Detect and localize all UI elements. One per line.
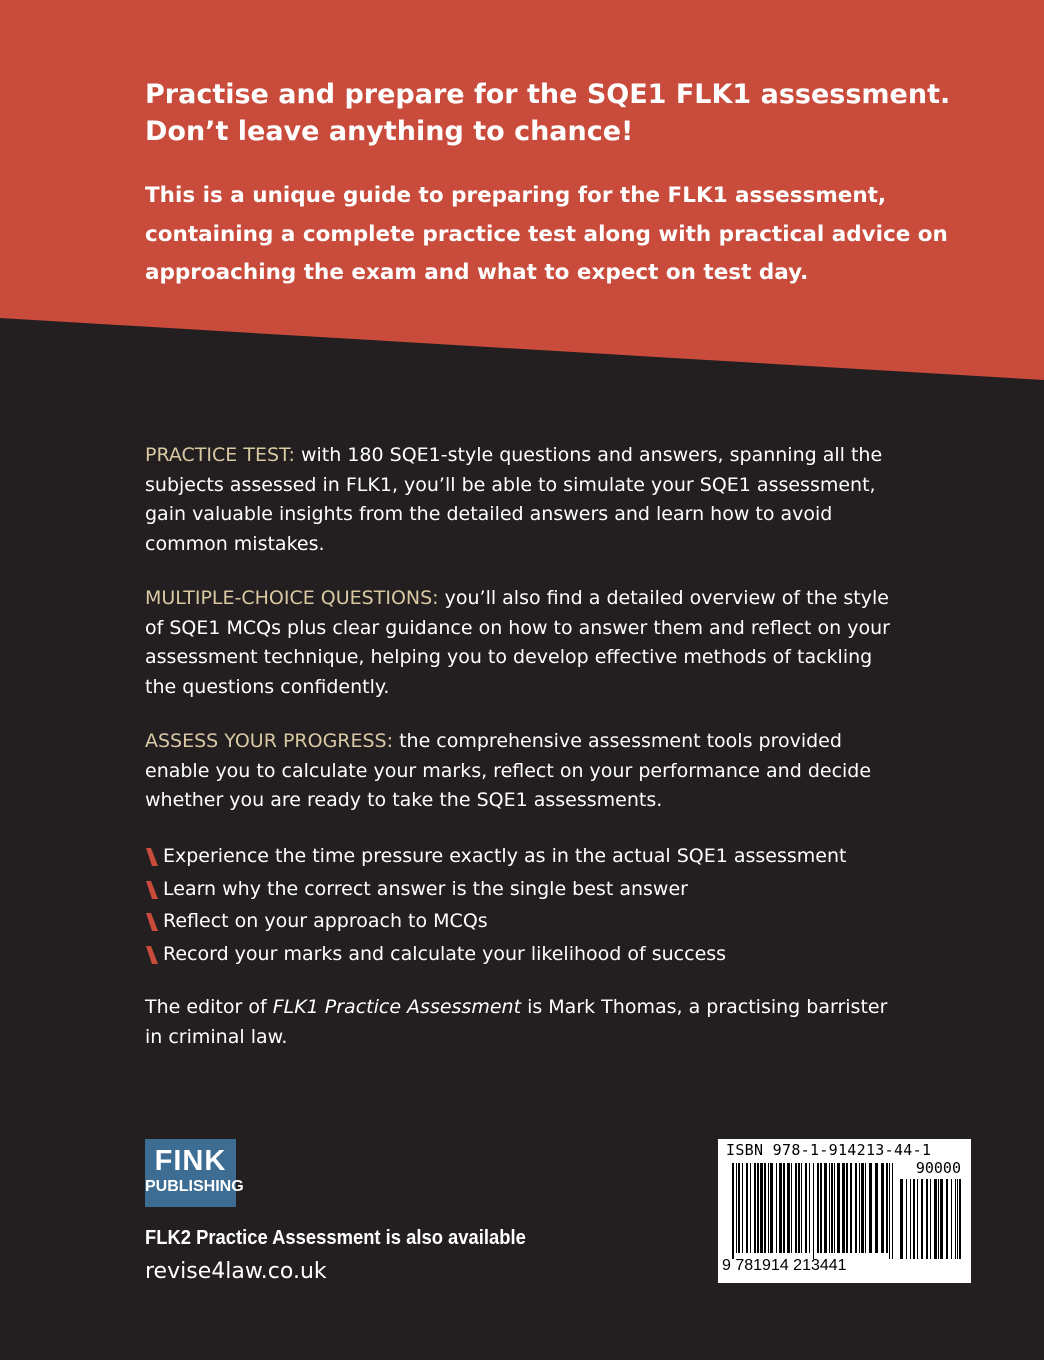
bullet-wedge-icon [146, 881, 158, 899]
barcode-bar [934, 1179, 937, 1259]
barcode-bar [951, 1179, 952, 1259]
feature-text: the comprehensive assessment tools provided enable you to calculate your marks, reflect on your performance and decide whether you are ready to take the SQE1 assessments. [145, 730, 872, 811]
barcode-bar [906, 1179, 907, 1259]
barcode-bar [842, 1163, 845, 1253]
barcode-bar [750, 1163, 751, 1253]
editor-suffix: is Mark Thomas, a practising barrister in criminal law. [145, 996, 888, 1048]
barcode-bar [779, 1163, 782, 1253]
barcode-bar [913, 1179, 915, 1259]
barcode-bar [783, 1163, 785, 1253]
barcode-bar [770, 1163, 773, 1253]
logo-line-1: FINK [154, 1145, 227, 1177]
hero-headline-line-2: Don’t leave anything to chance! [145, 116, 634, 147]
barcode-bar [776, 1163, 777, 1253]
barcode-bar [957, 1179, 958, 1259]
list-item [145, 840, 945, 873]
barcode-bar [768, 1163, 769, 1253]
barcode-bar [795, 1163, 797, 1253]
barcode-bar [805, 1163, 807, 1253]
barcode-bar [837, 1163, 840, 1253]
barcode-bar [850, 1163, 852, 1253]
barcode-bar [892, 1163, 893, 1259]
barcode-bar [820, 1163, 822, 1253]
bullet-text: Experience the time pressure exactly as in the actual SQE1 assessment [163, 845, 847, 867]
barcode-bar [859, 1163, 860, 1253]
editor-prefix: The editor of [145, 996, 273, 1018]
barcode-bar [798, 1163, 800, 1253]
barcode-bar [787, 1163, 790, 1253]
barcode-bar [861, 1163, 864, 1253]
feature-practice-test [145, 441, 905, 559]
barcode-bar [926, 1179, 928, 1259]
barcode-bar [813, 1163, 814, 1259]
barcode-digits: 9 781914 213441 [722, 1257, 847, 1274]
barcode-bar [930, 1179, 931, 1259]
barcode-bar [881, 1163, 884, 1253]
list-item [145, 905, 945, 938]
hero-headline-line-1: Practise and prepare for the SQE1 FLK1 assessment. [145, 79, 951, 110]
barcode-bar [886, 1163, 888, 1253]
barcode-bar [938, 1179, 939, 1259]
barcode-bar [824, 1163, 827, 1253]
barcode-bar [764, 1163, 766, 1253]
barcode-bar [946, 1179, 948, 1259]
barcode-bar [940, 1179, 943, 1259]
also-available-note: FLK2 Practice Assessment is also available [145, 1227, 526, 1249]
feature-label: ASSESS YOUR PROGRESS: [145, 730, 394, 752]
editor-note [145, 993, 905, 1052]
list-item [145, 873, 945, 906]
barcode-bar [921, 1179, 923, 1259]
bullet-text: Reflect on your approach to MCQs [163, 910, 488, 932]
book-title: FLK1 Practice Assessment [272, 996, 522, 1018]
benefit-list [145, 840, 945, 970]
hero-description: This is a unique guide to preparing for the FLK1 assessment, containing a complete practice test along with practical advice on approaching the exam and what to expect on test day. [145, 183, 948, 285]
website-link[interactable]: revise4law.co.uk [145, 1259, 327, 1284]
barcode-bar [746, 1163, 748, 1253]
barcode-bar [900, 1179, 903, 1259]
barcode-bar [736, 1163, 737, 1253]
barcode-bar [809, 1163, 810, 1253]
barcode-bar [732, 1163, 734, 1259]
logo-line-2: PUBLISHING [145, 1178, 244, 1195]
barcode-bar [855, 1163, 857, 1253]
barcode-bar [959, 1179, 961, 1259]
barcode-bar [791, 1163, 792, 1253]
barcode-bar [757, 1163, 759, 1253]
feature-multiple-choice [145, 584, 905, 702]
bullet-text: Learn why the correct answer is the single best answer [163, 877, 688, 900]
barcode-bar [865, 1163, 866, 1253]
fink-publishing-logo [145, 1139, 244, 1207]
barcode-bar [817, 1163, 819, 1253]
barcode-bar [834, 1163, 835, 1253]
hero-headline [145, 76, 995, 150]
feature-label: PRACTICE TEST: [145, 444, 295, 466]
barcode-bar [875, 1163, 878, 1253]
feature-text: with 180 SQE1-style questions and answers, spanning all the subjects assessed in FLK1, you’ll be able to simulate your SQE1 assessment, gain valuable insights from the detailed answers and learn how to avoid common mistakes. [145, 444, 883, 555]
barcode-bar [869, 1163, 872, 1253]
feature-assess-progress [145, 727, 905, 816]
bullet-wedge-icon [146, 848, 158, 866]
barcode-bar [801, 1163, 802, 1253]
barcode-bar [955, 1179, 956, 1259]
barcode-bar [917, 1179, 918, 1259]
barcode-bar [760, 1163, 763, 1253]
barcode-bar [829, 1163, 830, 1253]
feature-text: you’ll also find a detailed overview of the style of SQE1 MCQs plus clear guidance on how to answer them and reflect on your assessment technique, helping you to develop effective methods of tackling the questions confidently. [145, 587, 890, 698]
barcode-bar [846, 1163, 848, 1253]
barcode-bar [889, 1163, 890, 1259]
barcode-bar [910, 1179, 911, 1259]
feature-label: MULTIPLE-CHOICE QUESTIONS: [145, 587, 439, 609]
list-item [145, 938, 945, 971]
barcode-bar [831, 1163, 833, 1253]
barcode-bar [754, 1163, 756, 1253]
isbn-barcode [718, 1139, 971, 1283]
barcode-bar [742, 1163, 743, 1253]
barcode-bar [738, 1163, 740, 1253]
price-code: 90000 [915, 1159, 961, 1177]
bullet-text: Record your marks and calculate your likelihood of success [163, 942, 727, 965]
bullet-wedge-icon [146, 913, 158, 931]
isbn-label: ISBN 978-1-914213-44-1 [726, 1141, 932, 1159]
bullet-wedge-icon [146, 946, 158, 964]
